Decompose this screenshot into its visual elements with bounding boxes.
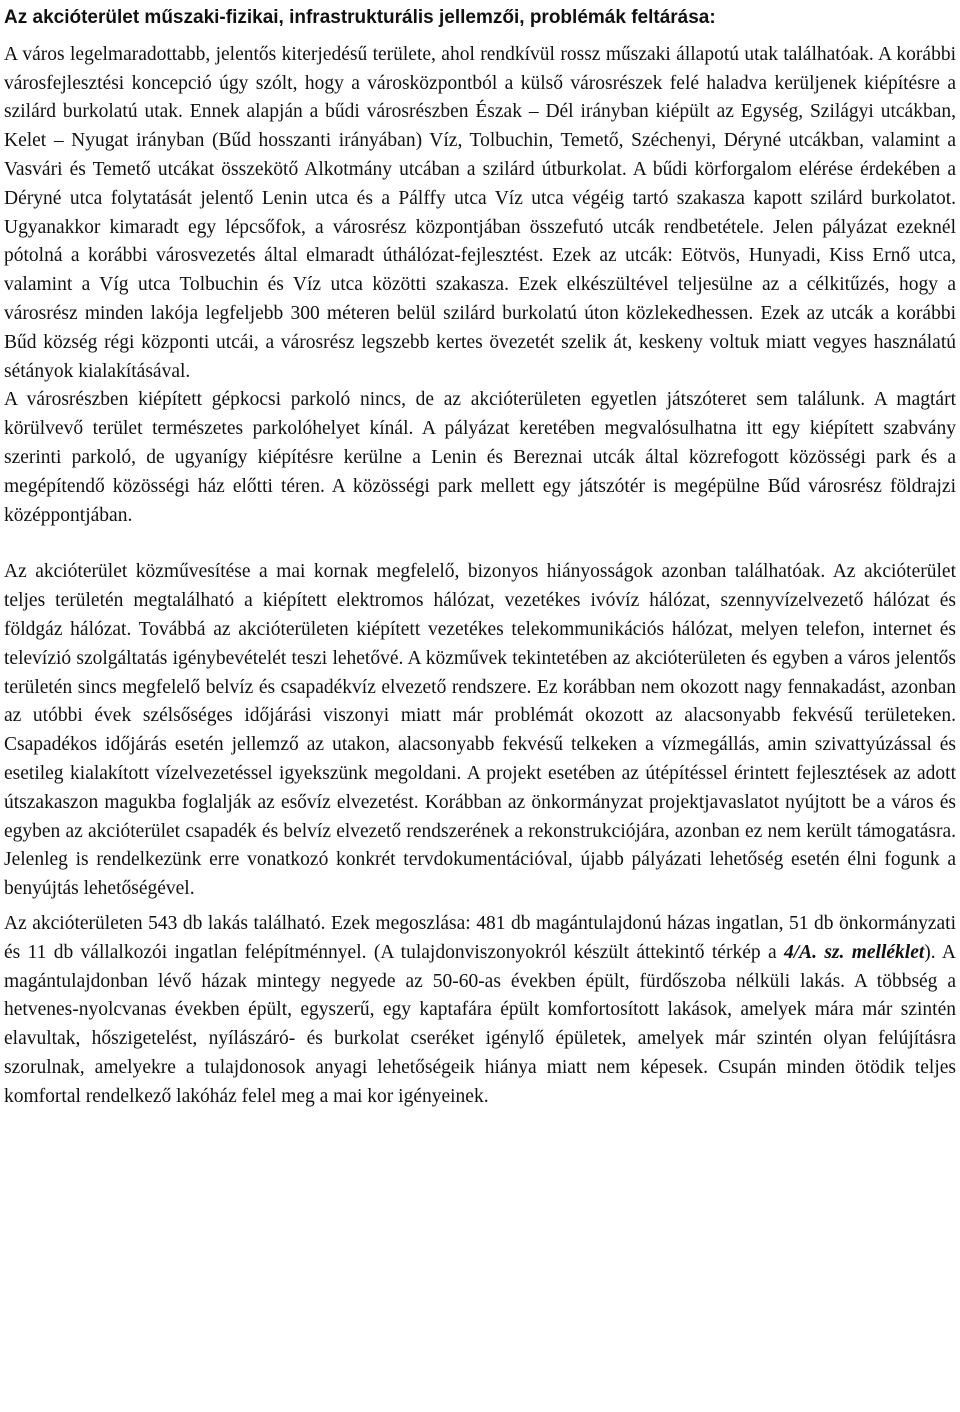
paragraph-roads: A város legelmaradottabb, jelentős kiterjedésű területe, ahol rendkívül rossz műszaki állapotú utak találhatóak. A korábbi városfejlesztési koncepció úgy szólt, hogy a városközpontból a külső városrészek felé haladva kerüljenek kiépítésre a szilárd burkolatú utak. Ennek alapján a bűdi városrészben Észak – Dél irányban kiépült az Egység, Szilágyi utcákban, Kelet – Nyugat irányban (Bűd hosszanti irányában) Víz, Tolbuchin, Temető, Széchenyi, Déryné utcákban, valamint a Vasvári és Temető utcákat összekötő Alkotmány utcában a szilárd útburkolat. A bűdi körforgalom elérése érdekében a Déryné utca folytatását jelentő Lenin utca és a Pálffy utca Víz utca végéig tartó szakasza kapott szilárd burkolatot. Ugyanakkor kimaradt egy lépcsőfok, a városrész központjában összefutó utcák rendbetétele. Jelen pályázat ezeknél pótolná a korábbi városvezetés által elmaradt úthálózat-fejlesztést. Ezek az utcák: Eötvös, Hunyadi, Kiss Ernő utca, valamint a Víg utca Tolbuchin és Víz utca közötti szakasza. Ezek elkészültével teljesülne az a célkitűzés, hogy a városrész minden lakója legfeljebb 300 méteren belül szilárd burkolatú úton közlekedhessen. Ezek az utcák a korábbi Bűd község régi központi utcái, a városrész legszebb kertes övezetét szelik át, keskeny voltuk miatt vegyes használatú sétányok kialakításával. [4,43,956,382]
paragraph-parking: A városrészben kiépített gépkocsi parkoló nincs, de az akcióterületen egyetlen játszóteret sem találunk. A magtárt körülvevő terület természetes parkolóhelyet kínál. A pályázat keretében megvalósulhatna itt egy kiépített szabvány szerinti parkoló, de ugyanígy kiépítésre kerülne a Lenin és Bereznai utcák által közrefogott közösségi park és a megépítendő közösségi ház előtti téren. A közösségi park mellett egy játszótér is megépülne Bűd városrész földrajzi középpontjában. [4,389,956,526]
housing-text-start: Az akcióterületen 543 db lakás található. Ezek megoszlása: 481 db magántulajdonú házas ingatlan, 51 db önkormányzati és 11 db vállalkozói ingatlan felépítménnyel. (A tulajdonviszonyokról készült áttekintő térkép a [4,912,956,963]
document-page [4,4,956,1111]
paragraph-utilities: Az akcióterület közművesítése a mai kornak megfelelő, bizonyos hiányosságok azonban találhatóak. Az akcióterület teljes területén megtalálható a kiépített elektromos hálózat, vezetékes ivóvíz hálózat, szennyvízelvezető hálózat és földgáz hálózat. Továbbá az akcióterületen kiépített vezetékes telekommunikációs hálózat, melyen telefon, internet és televízió szolgáltatás igénybevételét teszi lehetővé. A közművek tekintetében az akcióterületen és egyben a város jelentős területén sincs megfelelő belvíz és csapadékvíz elvezető rendszere. Ez korábban nem okozott nagy fennakadást, azonban az utóbbi évek szélsőséges időjárási viszonyi miatt már problémát okozott az alacsonyabb fekvésű területeken. Csapadékos időjárás esetén jellemző az utakon, alacsonyabb fekvésű telkeken a vízmegállás, amin szivattyúzással és esetileg kialakított vízelvezetéssel igyekszünk megoldani. A projekt esetében az útépítéssel érintett fejlesztések az adott útszakaszon magukba foglalják az esővíz elvezetést. Korábban az önkormányzat projektjavaslatot nyújtott be a város és egyben az akcióterület csapadék és belvíz elvezető rendszerének a rekonstrukciójára, azonban ez nem került támogatásra. Jelenleg is rendelkezünk erre vonatkozó konkrét tervdokumentációval, újabb pályázati lehetőség esetén élni fogunk a benyújtás lehetőségével. [4,561,956,900]
section-heading: Az akcióterület műszaki-fizikai, infrastrukturális jellemzői, problémák feltárása: [4,7,716,28]
housing-text-end: ). A magántulajdonban lévő házak mintegy negyede az 50-60-as években épült, fürdőszoba nélküli lakás. A többség a hetvenes-nyolcvanas években épült, egyszerű, egy kaptafára épült komfortosított lakások, amelyek mára már szintén elavultak, hőszigetelést, nyílászáró- és burkolat cseréket igénylő épületek, amelyek már szintén olyan felújításra szorulnak, amelyekre a tulajdonosok anyagi lehetőségeik hiánya miatt nem képesek. Csupán minden ötödik teljes komfortal rendelkező lakóház felel meg a mai kor igényeinek. [4,941,957,1107]
paragraph-housing [4,910,956,1112]
annex-reference: 4/A. sz. melléklet [783,941,925,963]
